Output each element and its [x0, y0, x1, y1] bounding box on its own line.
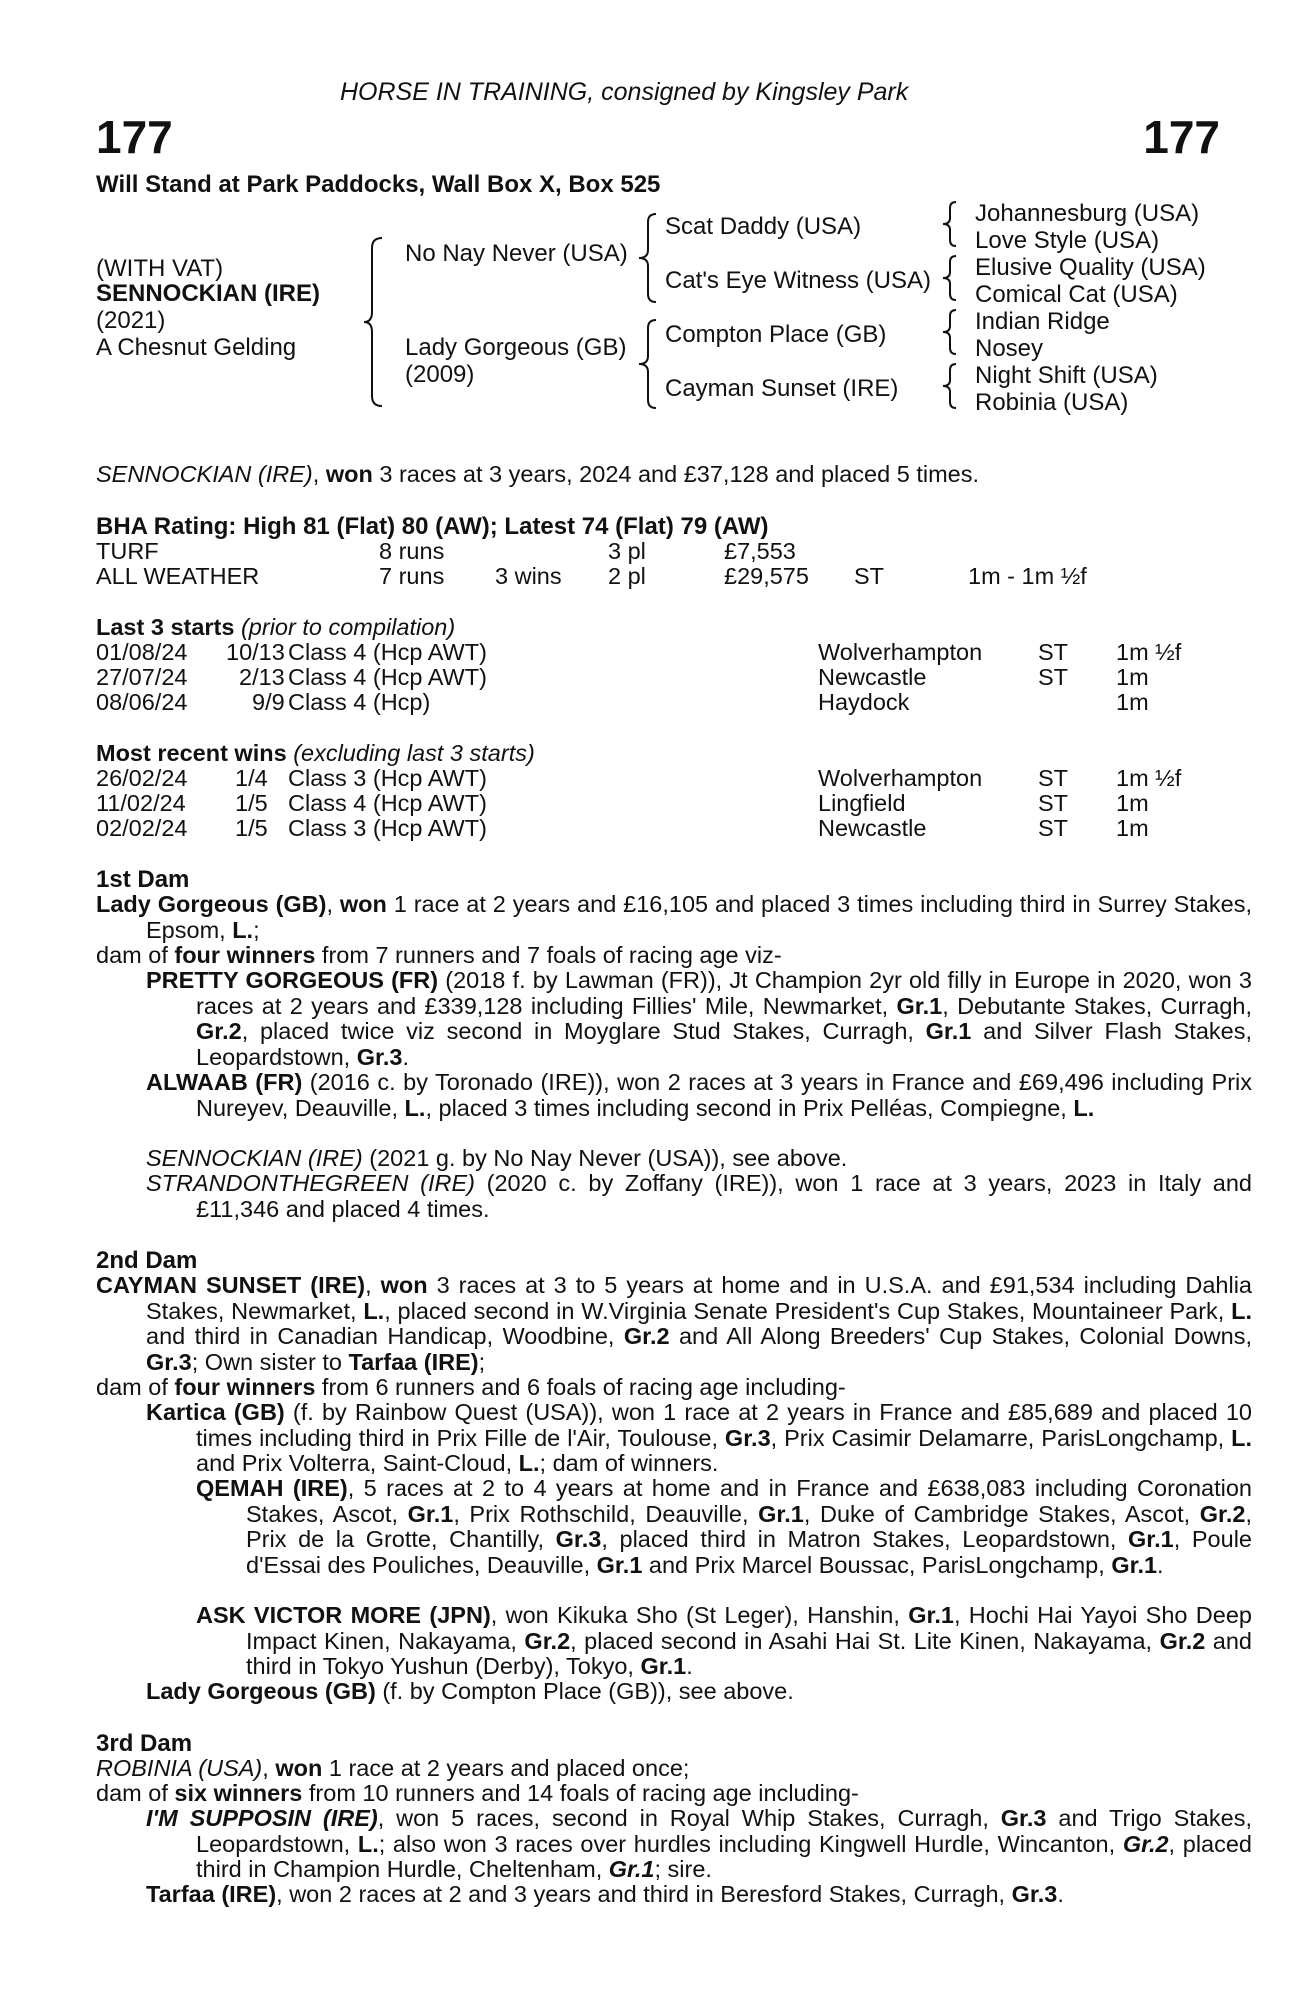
text: dam of [96, 1374, 175, 1400]
text: from 6 runners and 6 foals of racing age including- [315, 1374, 846, 1400]
start-row [96, 690, 1246, 716]
won-label: won [275, 1755, 323, 1781]
position: 2/13 [239, 664, 285, 690]
position: 1/5 [235, 815, 268, 841]
won-label: won [339, 891, 387, 917]
runs: 8 runs [379, 538, 445, 564]
group-label: Gr.1 [925, 1018, 972, 1044]
listed-label: L. [518, 1450, 540, 1476]
second-dam-record [96, 1273, 1252, 1375]
winners-count: six winners [174, 1780, 303, 1806]
race-summary [96, 462, 979, 488]
surface: TURF [96, 538, 159, 564]
text: , placed second in Asahi Hai St. Lite Kinen, Nakayama, [570, 1627, 1160, 1654]
rating-row-turf [96, 539, 1246, 565]
date: 27/07/24 [96, 664, 188, 690]
group-label: Gr.2 [196, 1018, 242, 1044]
summary-won: won [325, 461, 373, 487]
text: , placed twice viz second in Moyglare Stud Stakes, Curragh, [241, 1018, 926, 1044]
dam-year: (2009) [405, 361, 475, 388]
text: from 7 runners and 7 foals of racing age viz- [315, 942, 782, 968]
race-class: Class 3 (Hcp AWT) [288, 815, 487, 841]
text: , Prix Rothschild, Deauville, [453, 1500, 759, 1527]
sire-dam: Cat's Eye Witness (USA) [665, 267, 931, 294]
stand-line: Will Stand at Park Paddocks, Wall Box X, Box 525 [96, 171, 661, 198]
group-label: Gr.2 [1122, 1830, 1169, 1857]
position: 10/13 [226, 639, 285, 665]
dam-name: Lady Gorgeous (GB) [96, 891, 327, 917]
going: ST [1038, 639, 1069, 665]
third-dam-heading: 3rd Dam [96, 1730, 193, 1757]
text: , won Kikuka Sho (St Leger), Hanshin, [490, 1602, 909, 1628]
sire-brace [636, 212, 660, 304]
group-label: Gr.2 [1199, 1500, 1246, 1527]
horse-name: QEMAH (IRE) [196, 1475, 348, 1501]
text: ; [478, 1348, 486, 1375]
listed-label: L. [404, 1094, 426, 1121]
text: , won 5 races, second in Royal Whip Stakes, Curragh, [377, 1805, 1001, 1831]
group-label: Gr.1 [640, 1653, 687, 1679]
position: 1/4 [235, 765, 268, 791]
dam-brace [636, 318, 660, 410]
text: (2018 f. by Lawman (FR)), Jt Champion 2yr old filly in Europe in 2020, won 3 races at 2 years and £339,128 including Fillies' Mile, Newmarket, [196, 967, 1252, 1019]
date: 08/06/24 [96, 689, 188, 715]
produce-ask-victor-more [196, 1603, 1252, 1680]
text: . [402, 1043, 409, 1070]
rating-row-all-weather [96, 564, 1246, 590]
produce-pretty-gorgeous [146, 968, 1252, 1070]
produce-lady-gorgeous [146, 1679, 1252, 1705]
group-label: Gr.2 [1159, 1627, 1206, 1654]
course: Wolverhampton [818, 639, 983, 665]
g3-elusive-quality: Elusive Quality (USA) [975, 254, 1206, 281]
text: and Prix Marcel Boussac, ParisLongchamp, [642, 1551, 1112, 1578]
listed-label: L. [363, 1297, 385, 1324]
distance: 1m - 1m ½f [968, 563, 1087, 589]
text: and third in Tokyo Yushun (Derby), Tokyo, [246, 1627, 1252, 1679]
vat-label: (WITH VAT) [96, 255, 224, 282]
start-row [96, 665, 1246, 691]
horse-name: Tarfaa (IRE) [146, 1881, 277, 1907]
third-dam-record [96, 1756, 689, 1782]
text: , placed third in Champion Hurdle, Cheltenham, [196, 1830, 1252, 1882]
race-class: Class 4 (Hcp) [288, 689, 431, 715]
last-starts-title: Last 3 starts [96, 614, 235, 640]
last-starts-note: (prior to compilation) [240, 614, 456, 640]
group-label: Gr.1 [1128, 1526, 1174, 1552]
going: ST [854, 563, 885, 589]
won-label: won [380, 1272, 428, 1298]
gen3-brace-1 [940, 200, 960, 248]
text: (2021 g. by No Nay Never (USA)), see above. [362, 1145, 848, 1171]
going: ST [1038, 790, 1069, 816]
placed: 2 pl [608, 563, 646, 589]
going: ST [1038, 664, 1069, 690]
g3-johannesburg: Johannesburg (USA) [975, 200, 1200, 227]
g3-robinia: Robinia (USA) [975, 389, 1129, 416]
wins: 3 wins [495, 563, 562, 589]
course: Wolverhampton [818, 765, 983, 791]
recent-wins-title: Most recent wins [96, 740, 287, 766]
position: 1/5 [235, 790, 268, 816]
text: and All Along Breeders' Cup Stakes, Colonial Downs, [669, 1323, 1252, 1349]
win-row [96, 766, 1246, 792]
text: ; dam of winners. [539, 1450, 719, 1476]
horse-name: ALWAAB (FR) [146, 1069, 303, 1095]
distance: 1m [1116, 790, 1149, 816]
summary-text: 3 races at 3 years, 2024 and £37,128 and placed 5 times. [372, 461, 979, 487]
text: , placed third in Matron Stakes, Leopardstown, [601, 1526, 1129, 1552]
sep: , [326, 891, 340, 917]
dam-name: Lady Gorgeous (GB) [405, 334, 627, 361]
third-dam-produce-line [96, 1781, 859, 1807]
group-label: Gr.3 [724, 1424, 771, 1451]
text: dam of [96, 942, 175, 968]
listed-label: L. [357, 1830, 379, 1857]
produce-strandonthegreen [146, 1171, 1252, 1222]
course: Newcastle [818, 664, 927, 690]
text: dam of [96, 1780, 175, 1806]
race-class: Class 4 (Hcp AWT) [288, 664, 487, 690]
race-class: Class 4 (Hcp AWT) [288, 639, 487, 665]
group-label: Gr.3 [146, 1348, 192, 1375]
text: 1 race at 2 years and placed once; [322, 1755, 690, 1781]
win-row [96, 816, 1246, 842]
winners-count: four winners [174, 942, 316, 968]
dam-name: CAYMAN SUNSET (IRE) [96, 1272, 366, 1298]
second-dam-heading: 2nd Dam [96, 1247, 198, 1274]
race-class: Class 4 (Hcp AWT) [288, 790, 487, 816]
text: , Hochi Hai Yayoi Sho Deep Impact Kinen, Nakayama, [246, 1602, 1252, 1654]
gen3-brace-2 [940, 254, 960, 302]
horse-year: (2021) [96, 307, 166, 334]
produce-tarfaa [146, 1882, 1252, 1908]
group-label: Gr.3 [1011, 1881, 1058, 1907]
runs: 7 runs [379, 563, 445, 589]
g3-indian-ridge: Indian Ridge [975, 308, 1110, 335]
text: (f. by Compton Place (GB)), see above. [375, 1678, 794, 1704]
produce-im-supposin [146, 1806, 1252, 1883]
group-label: Gr.3 [1000, 1805, 1047, 1831]
group-label: Gr.2 [623, 1323, 670, 1349]
horse-name: STRANDONTHEGREEN (IRE) [146, 1170, 475, 1196]
distance: 1m [1116, 815, 1149, 841]
text: and Prix Volterra, Saint-Cloud, [196, 1450, 519, 1476]
horse-description: A Chesnut Gelding [96, 334, 297, 361]
text: . [686, 1653, 693, 1679]
text: , Poule d'Essai des Pouliches, Deauville, [246, 1526, 1252, 1578]
text: and Silver Flash Stakes, Leopardstown, [196, 1018, 1252, 1070]
text: , Duke of Cambridge Stakes, Ascot, [803, 1500, 1200, 1527]
text: ; sire. [654, 1856, 712, 1882]
text: from 10 runners and 14 foals of racing age including- [302, 1780, 859, 1806]
distance: 1m ½f [1116, 765, 1182, 791]
text: (f. by Rainbow Quest (USA)), won 1 race at 2 years in France and £85,689 and placed 10 times including third in Prix Fille de l'Air, Toulouse, [196, 1399, 1252, 1451]
text: , placed second in W.Virginia Senate President's Cup Stakes, Mountaineer Park, [384, 1297, 1232, 1324]
start-row [96, 640, 1246, 666]
position: 9/9 [252, 689, 285, 715]
listed-label: L. [1231, 1424, 1252, 1451]
lot-number-right: 177 [1143, 111, 1220, 163]
group-label: Gr.1 [908, 1602, 954, 1628]
text: , placed 3 times including second in Prix Pelléas, Compiegne, [425, 1094, 1074, 1121]
prize: £7,553 [724, 538, 796, 564]
text: and Trigo Stakes, Leopardstown, [196, 1805, 1252, 1857]
horse-name: I'M SUPPOSIN (IRE) [146, 1805, 378, 1831]
sister-name: Tarfaa (IRE) [348, 1348, 479, 1375]
horse-name: Kartica (GB) [146, 1399, 285, 1425]
text: . [1157, 1551, 1164, 1578]
dam-dam: Cayman Sunset (IRE) [665, 375, 899, 402]
first-dam-produce-line [96, 943, 782, 969]
text: . [1057, 1881, 1064, 1907]
first-dam-record [96, 892, 1252, 943]
text: ; also won 3 races over hurdles including Kingwell Hurdle, Wincanton, [378, 1830, 1123, 1857]
sire-name: No Nay Never (USA) [405, 240, 628, 267]
text: , Debutante Stakes, Curragh, [942, 992, 1252, 1019]
going: ST [1038, 765, 1069, 791]
dam-name: ROBINIA (USA) [96, 1755, 263, 1781]
horse-name: PRETTY GORGEOUS (FR) [146, 967, 439, 993]
text: , Prix de la Grotte, Chantilly, [246, 1500, 1253, 1552]
horse-name: ASK VICTOR MORE (JPN) [196, 1602, 491, 1628]
win-row [96, 791, 1246, 817]
last-starts-heading [96, 615, 455, 641]
text: 3 races at 3 to 5 years at home and in U.S.A. and £91,534 including Dahlia Stakes, Newmarket, [146, 1272, 1252, 1324]
sep: , [262, 1755, 276, 1781]
text: (2016 c. by Toronado (IRE)), won 2 races at 3 years in France and £69,496 including Prix Nureyev, Deauville, [196, 1069, 1252, 1121]
group-label: Gr.3 [356, 1043, 403, 1070]
distance: 1m [1116, 689, 1149, 715]
horse-name: SENNOCKIAN (IRE) [96, 280, 321, 307]
text: , won 2 races at 2 and 3 years and third in Beresford Stakes, Curragh, [276, 1881, 1012, 1907]
group-label: Gr.1 [896, 992, 943, 1019]
sep: , [365, 1272, 381, 1298]
date: 02/02/24 [96, 815, 188, 841]
main-brace [362, 236, 388, 408]
g3-nosey: Nosey [975, 335, 1044, 362]
produce-kartica [146, 1400, 1252, 1477]
distance: 1m [1116, 664, 1149, 690]
produce-sennockian [146, 1146, 1252, 1172]
race-class: Class 3 (Hcp AWT) [288, 765, 487, 791]
course: Newcastle [818, 815, 927, 841]
text: ; Own sister to [191, 1348, 349, 1375]
text: 1 race at 2 years and £16,105 and placed 3 times including third in Surrey Stakes, Epsom, [146, 891, 1252, 943]
horse-name: Lady Gorgeous (GB) [146, 1678, 376, 1704]
group-label: Gr.1 [407, 1500, 454, 1527]
date: 26/02/24 [96, 765, 188, 791]
second-dam-produce-line [96, 1375, 846, 1401]
group-label: Gr.1 [608, 1856, 655, 1882]
distance: 1m ½f [1116, 639, 1182, 665]
gen3-brace-4 [940, 362, 960, 410]
produce-alwaab [146, 1070, 1252, 1121]
summary-sep: , [312, 461, 326, 487]
g3-comical-cat: Comical Cat (USA) [975, 281, 1178, 308]
text: , Prix Casimir Delamarre, ParisLongchamp, [770, 1424, 1232, 1451]
group-label: Gr.1 [758, 1500, 804, 1527]
course: Haydock [818, 689, 910, 715]
text: ; [253, 916, 260, 943]
going: ST [1038, 815, 1069, 841]
g3-love-style: Love Style (USA) [975, 227, 1160, 254]
gen3-brace-3 [940, 308, 960, 356]
surface: ALL WEATHER [96, 563, 260, 589]
sire-sire: Scat Daddy (USA) [665, 213, 862, 240]
lot-number-left: 177 [96, 111, 173, 163]
placed: 3 pl [608, 538, 646, 564]
text: and third in Canadian Handicap, Woodbine, [146, 1323, 624, 1349]
summary-name: SENNOCKIAN (IRE) [96, 461, 313, 487]
horse-name: SENNOCKIAN (IRE) [146, 1145, 363, 1171]
g3-night-shift: Night Shift (USA) [975, 362, 1158, 389]
consignor-line: HORSE IN TRAINING, consigned by Kingsley Park [340, 78, 909, 106]
produce-qemah [196, 1476, 1252, 1578]
dam-sire: Compton Place (GB) [665, 321, 887, 348]
course: Lingfield [818, 790, 906, 816]
first-dam-heading: 1st Dam [96, 866, 190, 893]
text: (2020 c. by Zoffany (IRE)), won 1 race at 3 years, 2023 in Italy and £11,346 and placed 4 times. [196, 1170, 1252, 1222]
group-label: Gr.1 [1111, 1551, 1158, 1578]
text: , 5 races at 2 to 4 years at home and in France and £638,083 including Coronation Stakes, Ascot, [246, 1475, 1252, 1527]
listed-label: L. [232, 916, 254, 943]
date: 11/02/24 [96, 790, 186, 816]
recent-wins-note: (excluding last 3 starts) [293, 740, 535, 766]
group-label: Gr.2 [524, 1627, 571, 1654]
date: 01/08/24 [96, 639, 188, 665]
winners-count: four winners [174, 1374, 316, 1400]
prize: £29,575 [724, 563, 809, 589]
listed-label: L. [1073, 1094, 1095, 1121]
listed-label: L. [1231, 1297, 1252, 1324]
group-label: Gr.3 [555, 1526, 602, 1552]
bha-rating: BHA Rating: High 81 (Flat) 80 (AW); Latest 74 (Flat) 79 (AW) [96, 513, 769, 540]
group-label: Gr.1 [596, 1551, 643, 1578]
recent-wins-heading [96, 741, 535, 767]
